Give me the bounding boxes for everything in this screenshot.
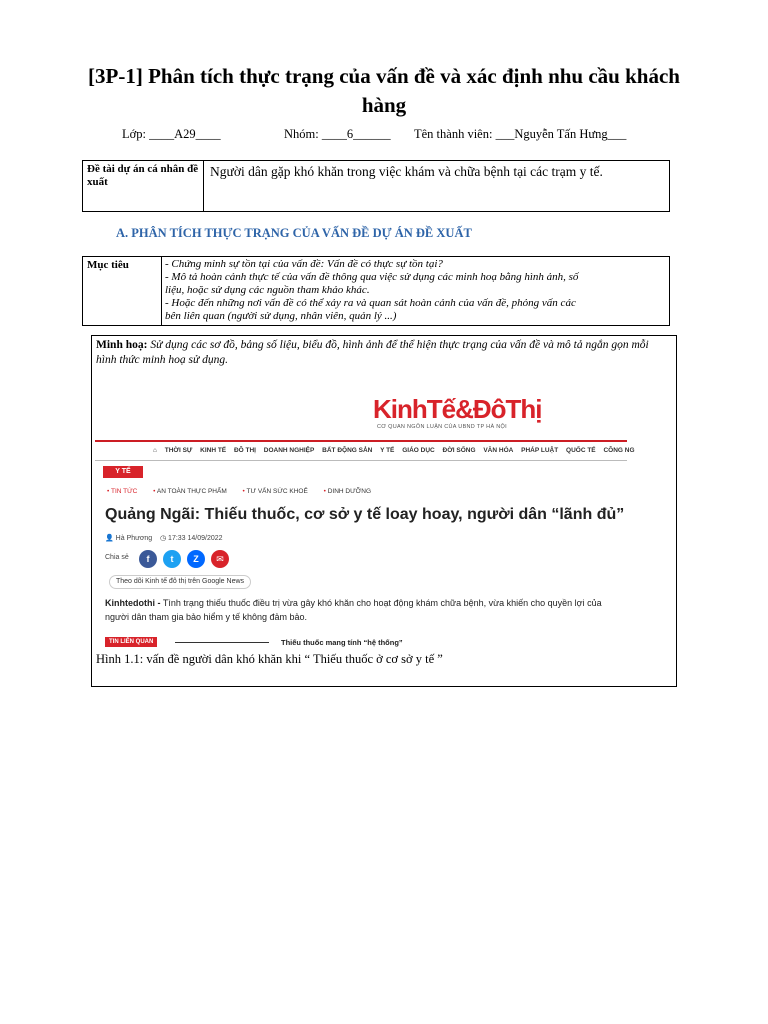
nav-item[interactable]: QUỐC TẾ xyxy=(566,447,596,454)
lede-source: Kinhtedothi - xyxy=(105,598,161,608)
home-icon[interactable]: ⌂ xyxy=(153,447,157,454)
author-icon: 👤 xyxy=(105,535,114,542)
clock-icon: ◷ xyxy=(159,535,167,542)
illustration-label: Minh hoạ: xyxy=(96,339,148,351)
objectives-list xyxy=(162,257,670,326)
figure-caption: Hình 1.1: vấn đề người dân khó khăn khi “ Thiếu thuốc ở cơ sở y tế ” xyxy=(96,652,443,666)
nav-item[interactable]: DOANH NGHIỆP xyxy=(263,447,315,454)
article-screenshot xyxy=(95,384,635,647)
nav-item[interactable]: ĐỜI SỐNG xyxy=(442,447,476,454)
subnav-item[interactable]: • TIN TỨC xyxy=(107,488,137,495)
related-divider xyxy=(175,642,269,643)
subnav-item[interactable]: • AN TOÀN THỰC PHẨM xyxy=(153,488,227,495)
topic-label: Đề tài dự án cá nhân đề xuất xyxy=(83,161,204,212)
article-byline xyxy=(105,534,223,542)
lede-text: Tình trạng thiếu thuốc điều trị vừa gây khó khăn cho hoạt động khám chữa bệnh, vừa khiến cho quyền lợi của người dân tham gia bảo hiểm y tế không đảm bảo. xyxy=(105,598,602,622)
related-badge: TIN LIÊN QUAN xyxy=(105,637,157,647)
nav-item[interactable]: VĂN HÓA xyxy=(483,447,514,454)
nav-item[interactable]: BẤT ĐỘNG SẢN xyxy=(322,447,373,454)
logo-tagline: CƠ QUAN NGÔN LUẬN CỦA UBND TP HÀ NỘI xyxy=(377,424,507,430)
nav-item[interactable]: KINH TẾ xyxy=(200,447,227,454)
member-field: Tên thành viên: ___Nguyễn Tấn Hưng___ xyxy=(414,127,627,141)
google-news-follow[interactable]: Theo dõi Kinh tế đô thị trên Google News xyxy=(109,575,251,589)
nav-bottom-divider xyxy=(95,460,627,461)
objective-line: bên liên quan (người sử dụng, nhân viên, quản lý ...) xyxy=(165,310,397,322)
group-field: Nhóm: ____6______ xyxy=(284,127,391,141)
twitter-share-icon[interactable]: t xyxy=(163,550,181,568)
nav-item[interactable]: ĐÔ THỊ xyxy=(233,447,256,454)
newspaper-logo: KinhTế&ĐôThị xyxy=(373,394,542,424)
objective-line: liệu, hoặc sử dụng các nguồn tham khảo khác. xyxy=(165,284,370,296)
article-lede xyxy=(105,596,615,624)
zalo-share-icon[interactable]: Z xyxy=(187,550,205,568)
sub-nav xyxy=(107,488,385,495)
author-name: Hà Phương xyxy=(115,535,153,542)
email-share-icon[interactable]: ✉ xyxy=(211,550,229,568)
related-link[interactable]: Thiếu thuốc mang tính “hệ thống” xyxy=(281,638,403,647)
nav-item[interactable]: Y TẾ xyxy=(380,447,395,454)
objectives-table xyxy=(82,256,670,326)
illustration-text: Sử dụng các sơ đồ, bảng số liệu, biểu đồ, hình ảnh để thể hiện thực trạng của vấn đề và mô tả ngắn gọn mỗi hình thức minh hoạ sử dụng. xyxy=(96,339,649,366)
article-headline: Quảng Ngãi: Thiếu thuốc, cơ sở y tế loay hoay, người dân “lãnh đủ” xyxy=(105,506,625,523)
category-badge[interactable]: Y TẾ xyxy=(103,466,143,478)
illustration-box xyxy=(91,335,677,687)
nav-divider xyxy=(95,440,627,442)
subnav-item[interactable]: • DINH DƯỠNG xyxy=(324,488,371,495)
share-label: Chia sẻ xyxy=(105,554,129,561)
objectives-label: Mục tiêu xyxy=(83,257,162,326)
subnav-item[interactable]: • TƯ VẤN SỨC KHOẺ xyxy=(243,488,308,495)
objective-line: - Mô tả hoàn cảnh thực tế của vấn đề thông qua việc sử dụng các minh hoạ bằng hình ảnh, số xyxy=(165,271,579,283)
publish-time: 17:33 14/09/2022 xyxy=(168,535,223,542)
top-nav xyxy=(153,447,641,454)
facebook-share-icon[interactable]: f xyxy=(139,550,157,568)
page-title: [3P-1] Phân tích thực trạng của vấn đề và xác định nhu cầu khách hàng xyxy=(88,64,680,117)
nav-item[interactable]: PHÁP LUẬT xyxy=(521,447,559,454)
objective-line: - Hoặc đến những nơi vấn đề có thể xảy ra và quan sát hoàn cảnh của vấn đề, phỏng vấn các xyxy=(165,297,576,309)
class-field: Lớp: ____A29____ xyxy=(122,127,221,141)
topic-table xyxy=(82,160,670,212)
nav-item[interactable]: CÔNG NG xyxy=(603,447,635,454)
nav-item[interactable]: THỜI SỰ xyxy=(164,447,193,454)
topic-value: Người dân gặp khó khăn trong việc khám và chữa bệnh tại các trạm y tế. xyxy=(204,161,670,212)
nav-item[interactable]: GIÁO DỤC xyxy=(402,447,435,454)
section-a-heading: A. PHÂN TÍCH THỰC TRẠNG CỦA VẤN ĐỀ DỰ ÁN ĐỀ XUẤT xyxy=(116,226,472,240)
objective-line: - Chứng minh sự tồn tại của vấn đề: Vấn đề có thực sự tồn tại? xyxy=(165,258,443,270)
illustration-intro xyxy=(96,338,672,368)
